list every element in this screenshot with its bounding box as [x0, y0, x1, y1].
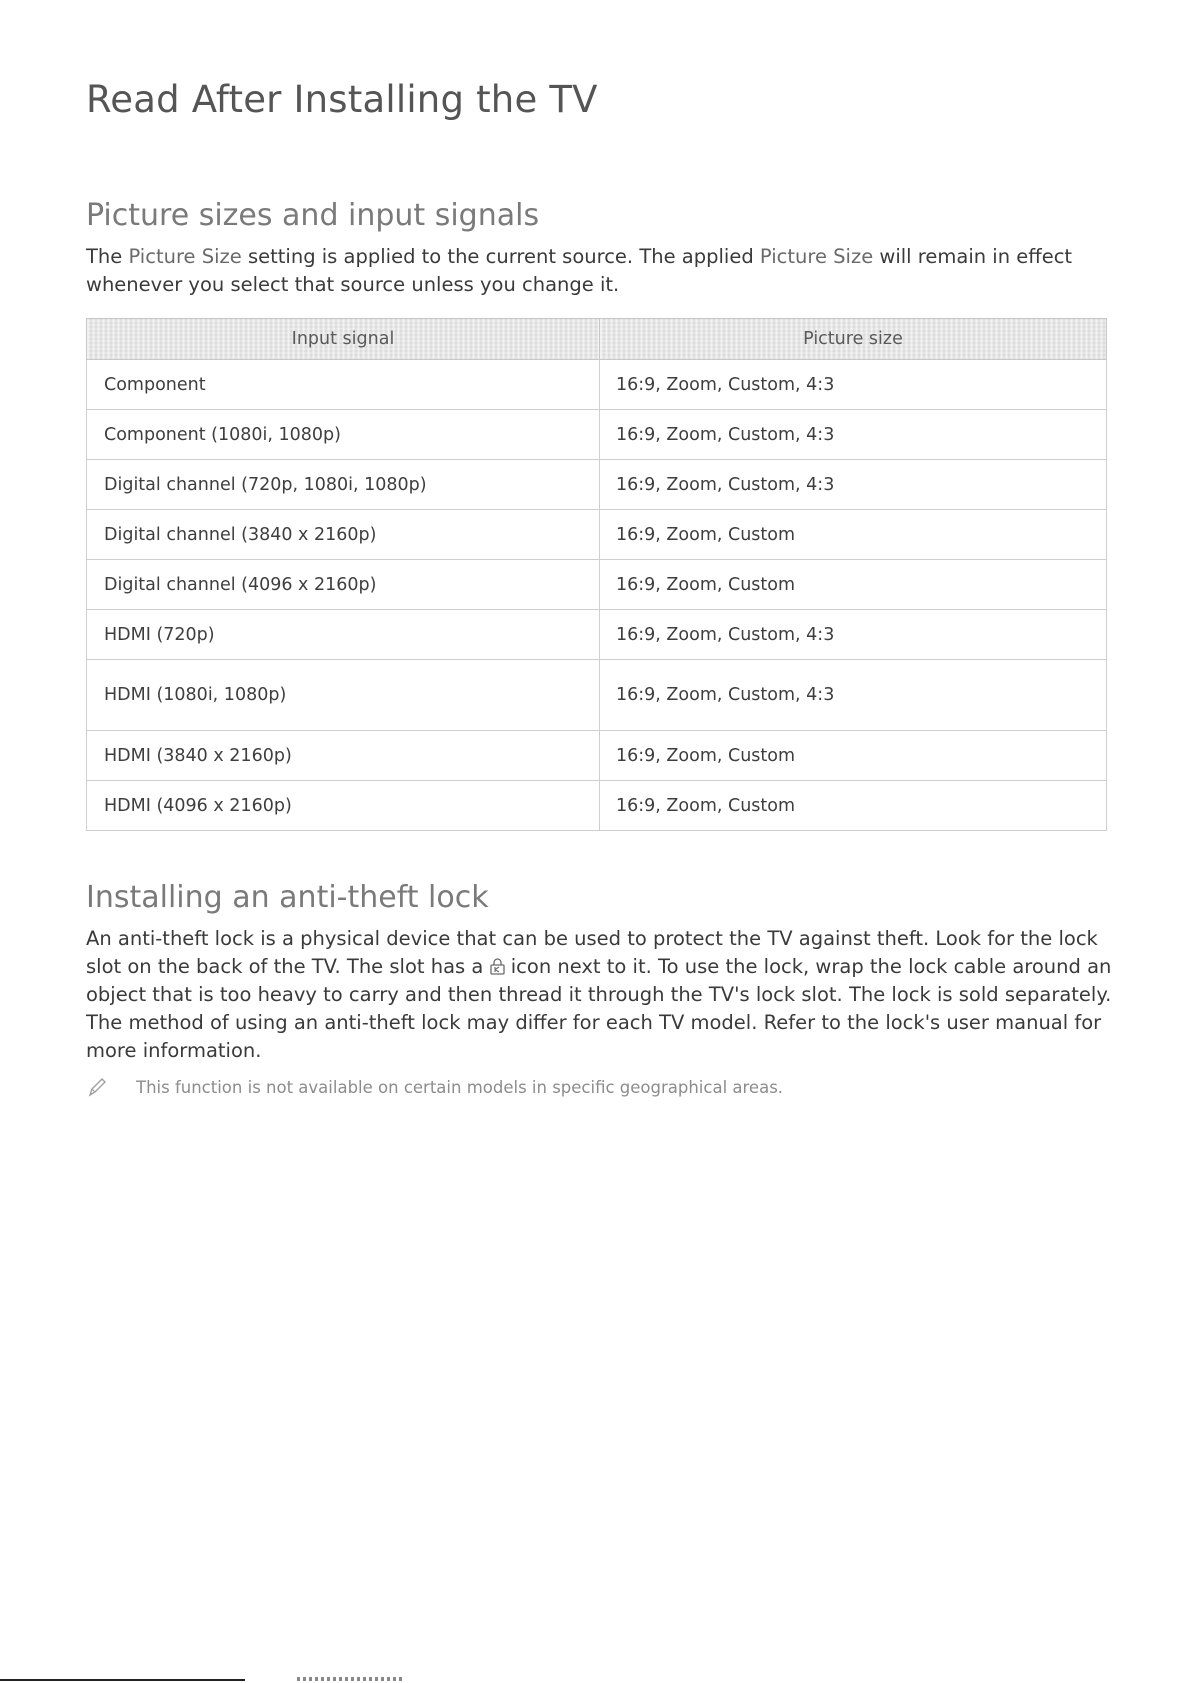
section-heading-picture-sizes: Picture sizes and input signals: [86, 198, 540, 233]
pencil-icon: [86, 1076, 108, 1098]
input-signal-cell: Digital channel (720p, 1080i, 1080p): [87, 460, 600, 510]
intro-text-2: setting is applied to the current source. The applied: [241, 245, 760, 268]
column-header-input-signal: Input signal: [87, 319, 600, 360]
picture-size-cell: 16:9, Zoom, Custom, 4:3: [600, 660, 1107, 731]
input-signal-cell: HDMI (1080i, 1080p): [87, 660, 600, 731]
table-row: [87, 560, 1107, 610]
table-header-row: [87, 319, 1107, 360]
lock-slot-icon: [490, 958, 505, 975]
table-row: [87, 410, 1107, 460]
table-row: [87, 460, 1107, 510]
input-signal-cell: Digital channel (4096 x 2160p): [87, 560, 600, 610]
note-text: This function is not available on certain models in specific geographical areas.: [136, 1077, 784, 1097]
input-signal-cell: Component: [87, 360, 600, 410]
availability-note: [86, 1076, 783, 1098]
anti-theft-lock-description: [86, 925, 1116, 1065]
table-row: [87, 781, 1107, 831]
picture-size-cell: 16:9, Zoom, Custom, 4:3: [600, 460, 1107, 510]
input-signal-cell: Component (1080i, 1080p): [87, 410, 600, 460]
picture-size-cell: 16:9, Zoom, Custom, 4:3: [600, 410, 1107, 460]
picture-size-term: Picture Size: [128, 245, 242, 268]
picture-size-term: Picture Size: [759, 245, 874, 268]
lock-text-1: An anti-theft lock is a physical device that can be used to protect the TV against theft. Look for the lock slot on the back of the TV. The slot has a: [86, 927, 1098, 978]
table-row: [87, 660, 1107, 731]
picture-size-intro: [86, 243, 1116, 299]
column-header-picture-size: Picture size: [600, 319, 1107, 360]
input-signal-cell: HDMI (720p): [87, 610, 600, 660]
picture-size-cell: 16:9, Zoom, Custom: [600, 781, 1107, 831]
table-row: [87, 731, 1107, 781]
lock-text-2: icon next to it. To use the lock, wrap the lock cable around an object that is too heavy to carry and then thread it through the TV's lock slot. The lock is sold separately. The method of using an anti-theft lock may differ for each TV model. Refer to the lock's user manual for more information.: [86, 955, 1112, 1062]
page-title: Read After Installing the TV: [86, 78, 598, 121]
table-row: [87, 610, 1107, 660]
intro-text-3: will remain in effect whenever you select that source unless you change it.: [86, 245, 1073, 296]
picture-size-cell: 16:9, Zoom, Custom: [600, 560, 1107, 610]
table-row: [87, 360, 1107, 410]
intro-text-1: The: [86, 245, 129, 268]
picture-size-cell: 16:9, Zoom, Custom, 4:3: [600, 360, 1107, 410]
footer-mark: [297, 1677, 405, 1681]
section-heading-anti-theft-lock: Installing an anti-theft lock: [86, 880, 489, 915]
table-row: [87, 510, 1107, 560]
picture-size-cell: 16:9, Zoom, Custom, 4:3: [600, 610, 1107, 660]
footer-rule: [0, 1679, 245, 1681]
input-signal-cell: HDMI (3840 x 2160p): [87, 731, 600, 781]
input-signal-cell: Digital channel (3840 x 2160p): [87, 510, 600, 560]
picture-size-cell: 16:9, Zoom, Custom: [600, 510, 1107, 560]
input-signal-cell: HDMI (4096 x 2160p): [87, 781, 600, 831]
picture-size-table: [86, 318, 1107, 831]
picture-size-cell: 16:9, Zoom, Custom: [600, 731, 1107, 781]
